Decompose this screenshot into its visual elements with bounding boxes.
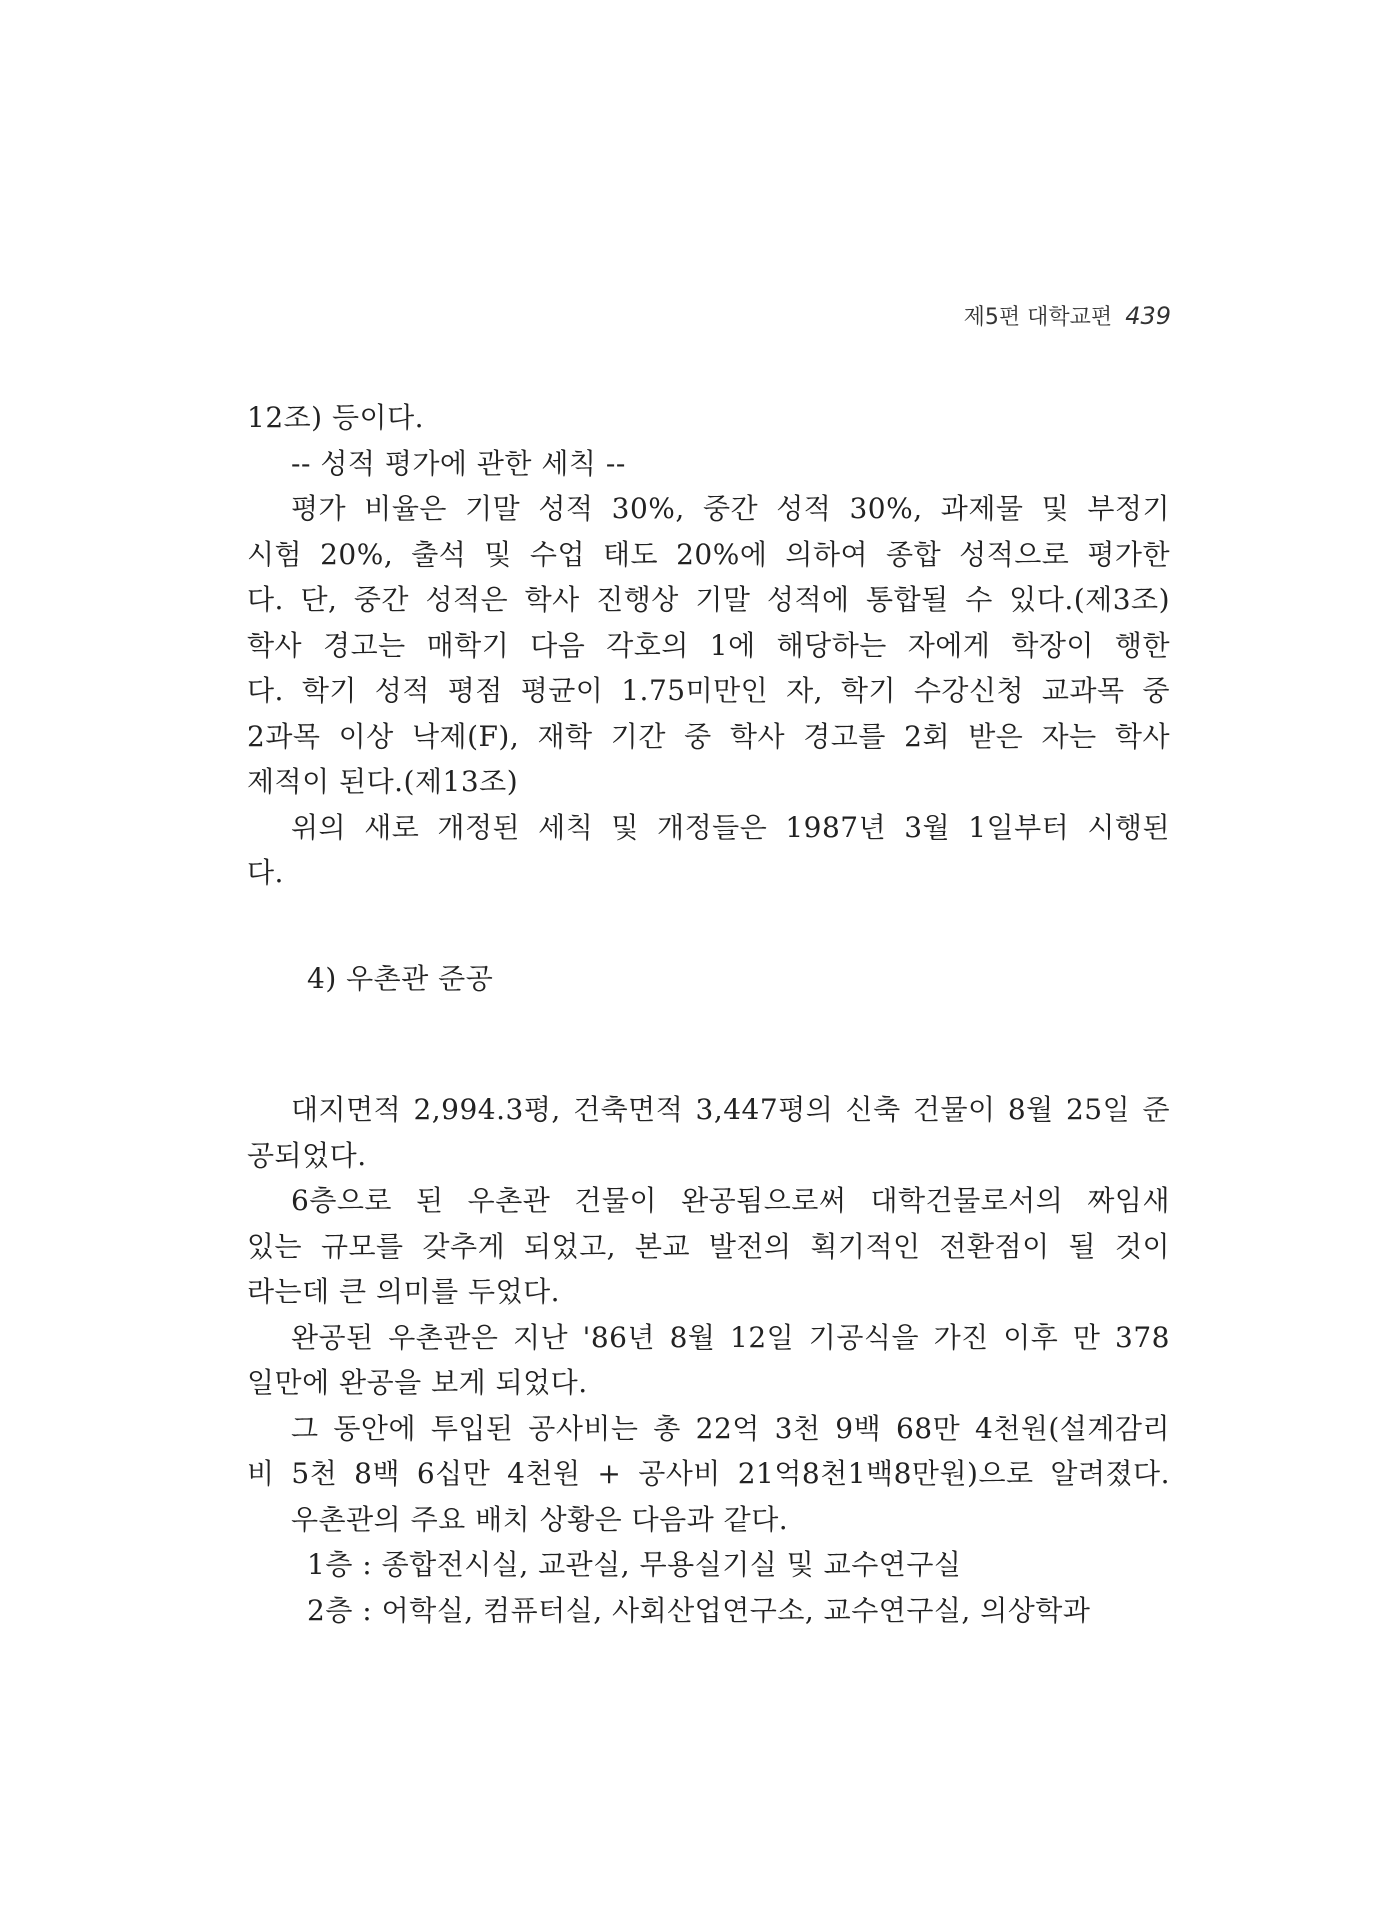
- section-heading: 4) 우촌관 준공: [307, 961, 494, 995]
- text-line: 일만에 완공을 보게 되었다.: [247, 1366, 588, 1399]
- text-line: 2과목 이상 낙제(F), 재학 기간 중 학사 경고를 2회 받은 자는 학사: [247, 719, 1170, 753]
- text-line: 그 동안에 투입된 공사비는 총 22억 3천 9백 68만 4천원(설계감리: [291, 1411, 1170, 1445]
- text-line: 다. 학기 성적 평점 평균이 1.75미만인 자, 학기 수강신청 교과목 중: [247, 674, 1170, 707]
- section-title: 제5편 대학교편: [963, 305, 1113, 330]
- page-number: 439: [1125, 302, 1171, 330]
- text-line: 대지면적 2,994.3평, 건축면적 3,447평의 신축 건물이 8월 25일 준: [291, 1093, 1170, 1126]
- text-line: 제적이 된다.(제13조): [247, 765, 519, 798]
- text-line: 다. 단, 중간 성적은 학사 진행상 기말 성적에 통합될 수 있다.(제3조): [247, 583, 1170, 616]
- text-line: 공되었다.: [247, 1138, 367, 1172]
- text-line: -- 성적 평가에 관한 세칙 --: [291, 446, 626, 480]
- text-line: 학사 경고는 매학기 다음 각호의 1에 해당하는 자에게 학장이 행한: [247, 628, 1170, 662]
- document-body: [247, 395, 1170, 1633]
- running-header: [964, 300, 1171, 331]
- text-line: 비 5천 8백 6십만 4천원 + 공사비 21억8천1백8만원)으로 알려졌다.: [247, 1457, 1170, 1490]
- text-line: 완공된 우촌관은 지난 '86년 8월 12일 기공식을 가진 이후 만 378: [291, 1320, 1170, 1354]
- text-line: 우촌관의 주요 배치 상황은 다음과 같다.: [291, 1502, 789, 1536]
- text-line: 6층으로 된 우촌관 건물이 완공됨으로써 대학건물로서의 짜임새: [291, 1184, 1170, 1217]
- floor-item: 2층 : 어학실, 컴퓨터실, 사회산업연구소, 교수연구실, 의상학과: [307, 1593, 1091, 1627]
- text-line: 시험 20%, 출석 및 수업 태도 20%에 의하여 종합 성적으로 평가한: [247, 537, 1170, 571]
- text-line: 있는 규모를 갖추게 되었고, 본교 발전의 획기적인 전환점이 될 것이: [247, 1229, 1170, 1263]
- text-line: 12조) 등이다.: [247, 401, 425, 434]
- text-line: 라는데 큰 의미를 두었다.: [247, 1275, 561, 1308]
- spacer: [247, 896, 1170, 956]
- floor-item: 1층 : 종합전시실, 교관실, 무용실기실 및 교수연구실: [307, 1548, 962, 1581]
- text-line: 위의 새로 개정된 세칙 및 개정들은 1987년 3월 1일부터 시행된: [291, 810, 1170, 844]
- text-line: 다.: [247, 856, 284, 889]
- text-line: 평가 비율은 기말 성적 30%, 중간 성적 30%, 과제물 및 부정기: [291, 492, 1170, 525]
- spacer: [247, 1001, 1170, 1087]
